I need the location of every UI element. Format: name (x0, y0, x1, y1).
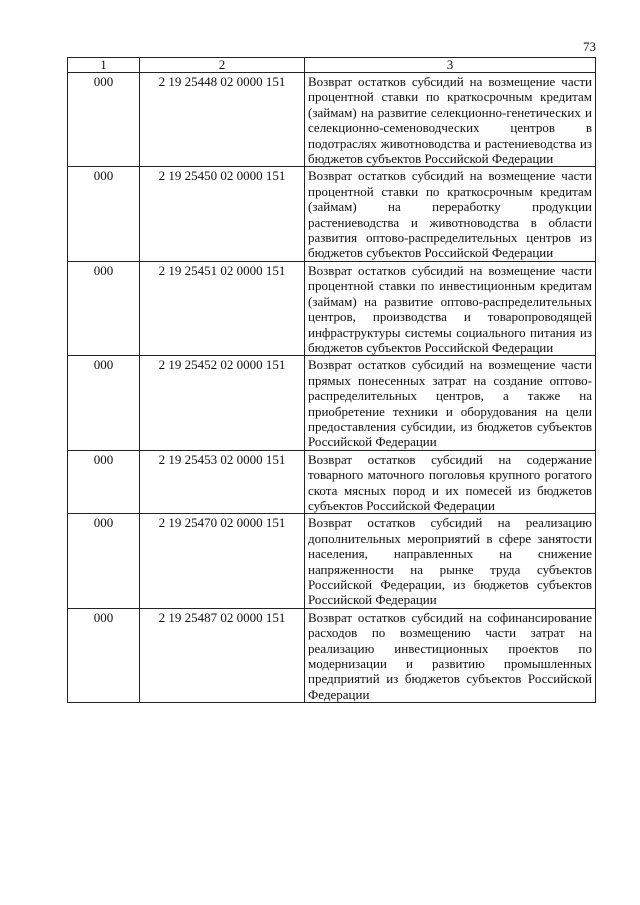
table-row (68, 608, 596, 702)
table-row (68, 261, 596, 355)
budget-code-cell: 2 19 25453 02 0000 151 (140, 450, 305, 514)
admin-code-cell: 000 (68, 167, 140, 261)
description-cell: Возврат остатков субсидий на возмещение части процентной ставки по краткосрочным кредитам (займам) на развитие селекционно-генетических и селекционно-семеноводческих центров в подотраслях животноводства и растениеводства из бюджетов субъектов Российской Федерации (305, 73, 596, 167)
column-header-2: 2 (140, 58, 305, 73)
admin-code-cell: 000 (68, 514, 140, 608)
admin-code-cell: 000 (68, 608, 140, 702)
description-cell: Возврат остатков субсидий на возмещение части процентной ставки по инвестиционным кредитам (займам) на развитие оптово-распределительных центров, производства и товаропроводящей инфраструктуры системы социального питания из бюджетов субъектов Российской Федерации (305, 261, 596, 355)
admin-code-cell: 000 (68, 356, 140, 450)
budget-code-cell: 2 19 25470 02 0000 151 (140, 514, 305, 608)
budget-code-cell: 2 19 25452 02 0000 151 (140, 356, 305, 450)
description-cell: Возврат остатков субсидий на софинансирование расходов по возмещению части затрат на реализацию инвестиционных проектов по модернизации и развитию промышленных предприятий из бюджетов субъектов Российской Федерации (305, 608, 596, 702)
table-header-row (68, 58, 596, 73)
table-row (68, 356, 596, 450)
budget-code-table (67, 57, 596, 703)
description-cell: Возврат остатков субсидий на возмещение части процентной ставки по краткосрочным кредитам (займам) на переработку продукции растениеводства и животноводства в области развития оптово-распределительных центров из бюджетов субъектов Российской Федерации (305, 167, 596, 261)
budget-code-cell: 2 19 25451 02 0000 151 (140, 261, 305, 355)
description-cell: Возврат остатков субсидий на возмещение части прямых понесенных затрат на создание оптово-распределительных центров, а также на приобретение техники и оборудования на цели предоставления субсидии, из бюджетов субъектов Российской Федерации (305, 356, 596, 450)
table-row (68, 514, 596, 608)
column-header-1: 1 (68, 58, 140, 73)
column-header-3: 3 (305, 58, 596, 73)
admin-code-cell: 000 (68, 450, 140, 514)
page-number: 73 (583, 39, 596, 54)
admin-code-cell: 000 (68, 73, 140, 167)
table-row (68, 450, 596, 514)
table-row (68, 167, 596, 261)
table-row (68, 73, 596, 167)
budget-code-cell: 2 19 25487 02 0000 151 (140, 608, 305, 702)
description-cell: Возврат остатков субсидий на реализацию дополнительных мероприятий в сфере занятости населения, направленных на снижение напряженности на рынке труда субъектов Российской Федерации, из бюджетов субъектов Российской Федерации (305, 514, 596, 608)
description-cell: Возврат остатков субсидий на содержание товарного маточного поголовья крупного рогатого скота мясных пород и их помесей из бюджетов субъектов Российской Федерации (305, 450, 596, 514)
budget-code-cell: 2 19 25448 02 0000 151 (140, 73, 305, 167)
admin-code-cell: 000 (68, 261, 140, 355)
budget-code-cell: 2 19 25450 02 0000 151 (140, 167, 305, 261)
